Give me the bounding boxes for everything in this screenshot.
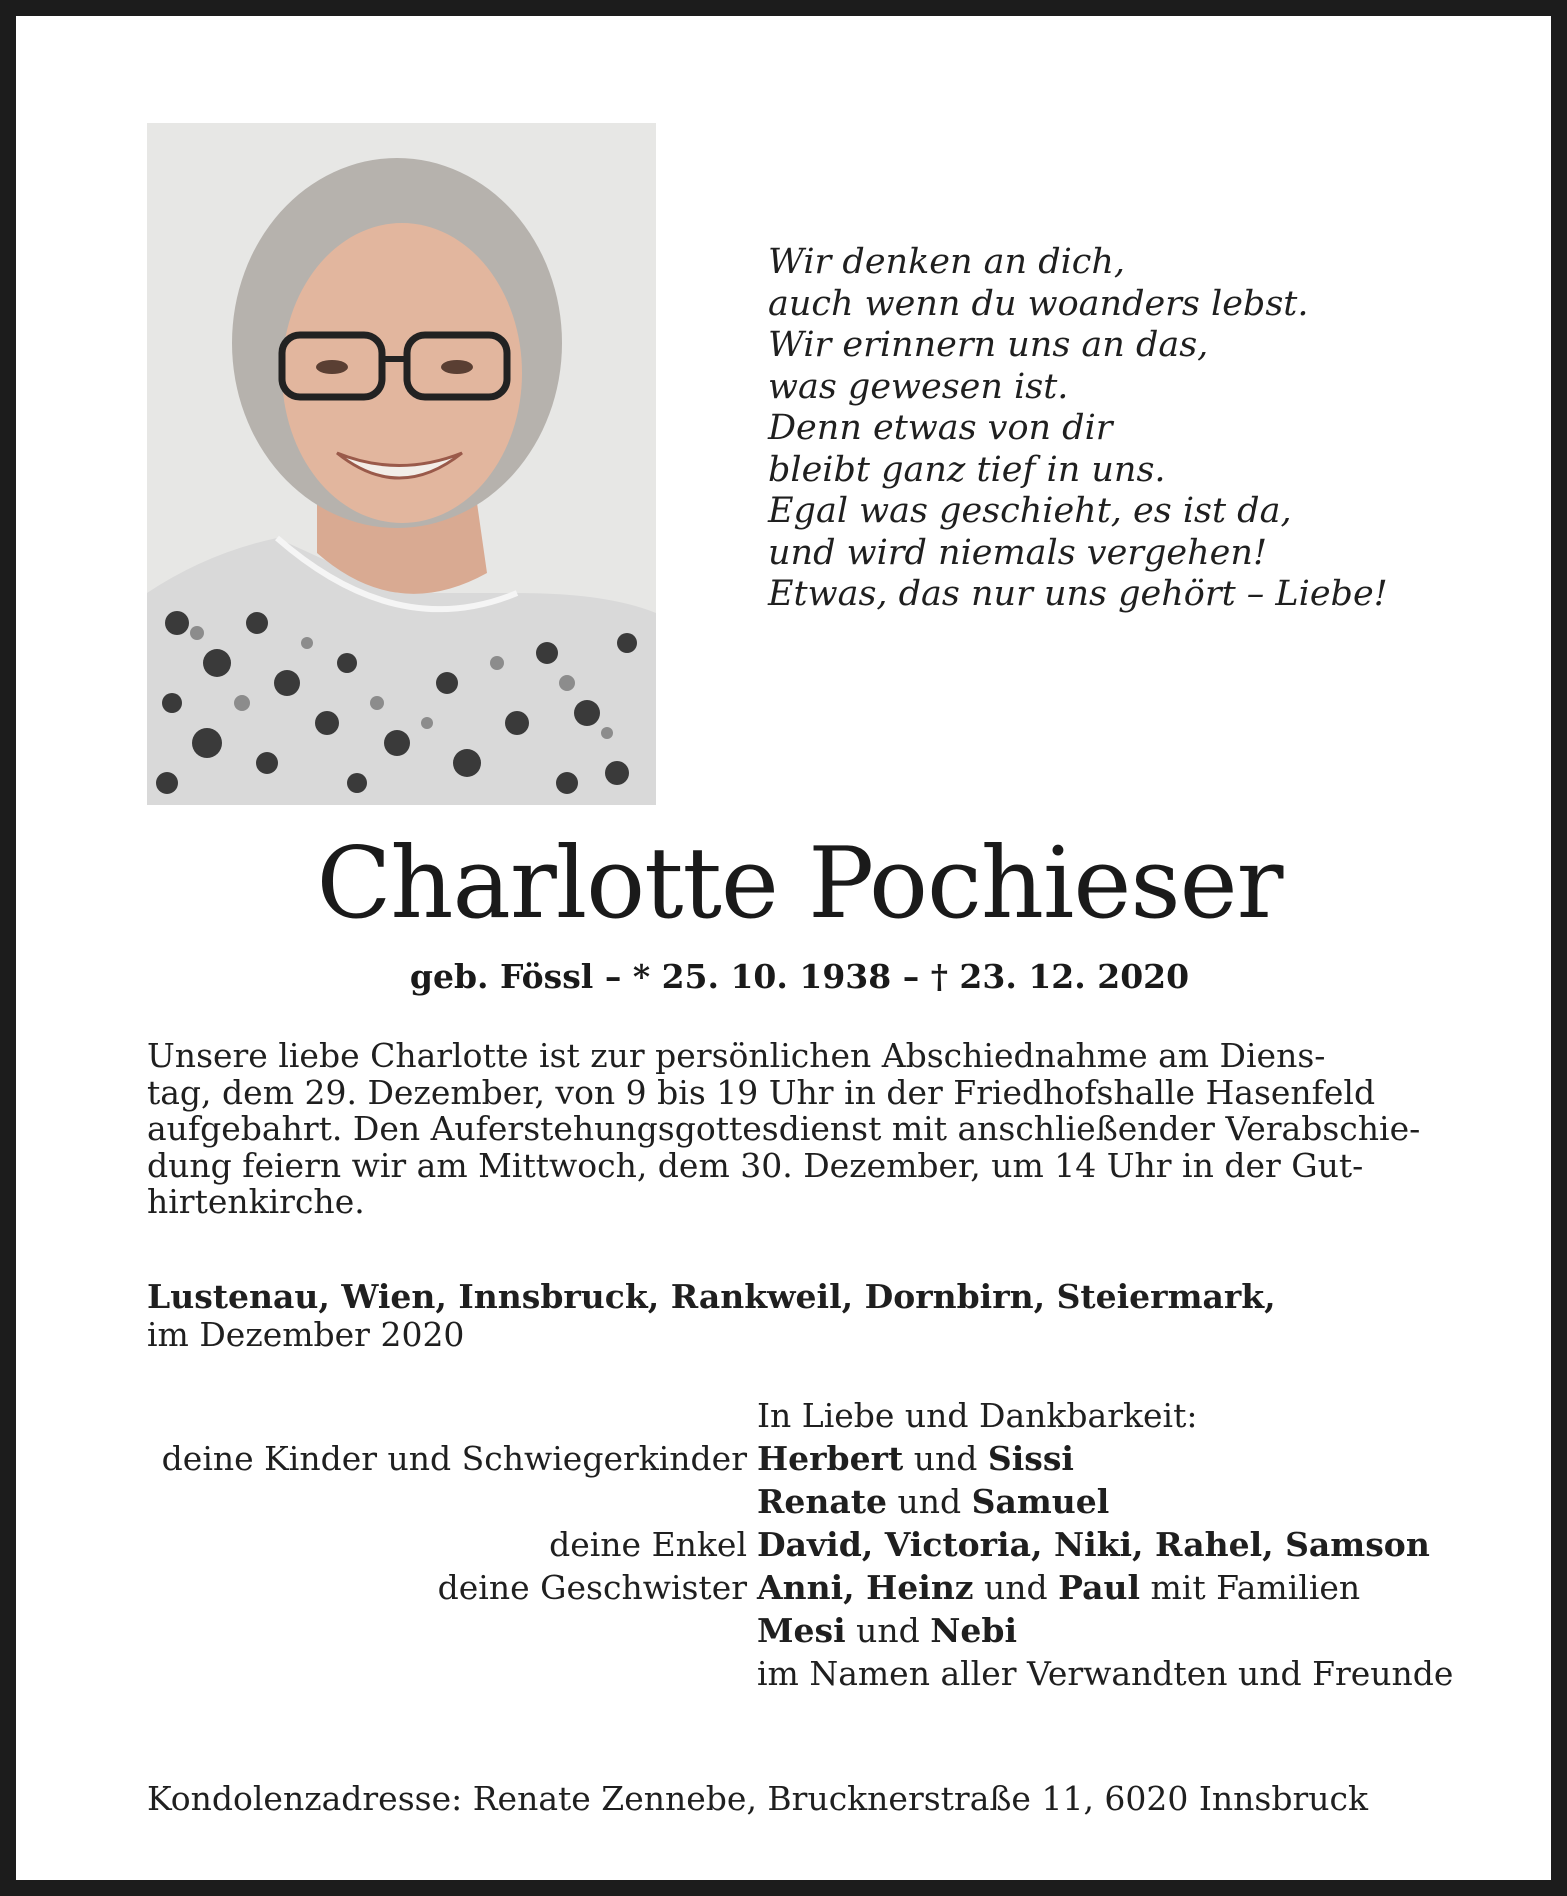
portrait-photo (147, 123, 656, 805)
children-label: deine Kinder und Schwiegerkinder (161, 1439, 747, 1478)
suffix: mit Familien (1140, 1568, 1361, 1607)
mourner-name: Anni, Heinz (757, 1568, 974, 1607)
mourner-name: Paul (1058, 1568, 1141, 1607)
mourners-closing-row (147, 1652, 1467, 1695)
mourners-children-row (147, 1437, 1467, 1480)
mourner-name: Renate (757, 1482, 888, 1521)
conjunction: und (903, 1439, 988, 1478)
poem-line: und wird niemals vergehen! (768, 532, 1268, 573)
mourner-name: Sissi (987, 1439, 1074, 1478)
poem-line: auch wenn du woanders lebst. (768, 283, 1309, 324)
poem-line: Etwas, das nur uns gehört – Liebe! (768, 574, 1388, 614)
siblings-label: deine Geschwister (437, 1568, 747, 1607)
grandchildren-label: deine Enkel (549, 1525, 747, 1564)
locations: Lustenau, Wien, Innsbruck, Rankweil, Dornbirn, Steiermark, (147, 1277, 1276, 1316)
grandchildren-names (757, 1523, 1467, 1566)
mourners-grandchildren-row (147, 1523, 1467, 1566)
mourner-label-empty (147, 1394, 757, 1437)
announcement-line: hirtenkirche. (147, 1182, 365, 1221)
life-dates: geb. Fössl – * 25. 10. 1938 – † 23. 12. 2020 (409, 957, 1190, 996)
deceased-name: Charlotte Pochieser (316, 827, 1283, 941)
mourner-label-empty (147, 1480, 757, 1523)
mourner-name: Herbert (757, 1439, 904, 1478)
mourner-name: Nebi (930, 1611, 1018, 1650)
conjunction: und (973, 1568, 1059, 1607)
poem-line: Egal was geschieht, es ist da, (768, 491, 1292, 531)
poem-line: Wir denken an dich, (768, 242, 1126, 282)
mourners-block (147, 1394, 1467, 1695)
mourners-siblings-row-2 (147, 1609, 1467, 1652)
mourner-name: Samuel (971, 1482, 1110, 1521)
announcement-text (147, 1038, 1452, 1221)
children-names-2 (757, 1480, 1467, 1523)
mourners-closing: im Namen aller Verwandten und Freunde (757, 1654, 1454, 1693)
mourners-intro: In Liebe und Dankbarkeit: (757, 1396, 1198, 1435)
announcement-line: dung feiern wir am Mittwoch, dem 30. Dezember, um 14 Uhr in der Gut- (147, 1145, 1364, 1185)
memorial-poem (768, 242, 1488, 616)
mourners-intro-row (147, 1394, 1467, 1437)
mourners-children-row-2 (147, 1480, 1467, 1523)
mourner-name: David, Victoria, Niki, Rahel, Samson (757, 1525, 1430, 1564)
siblings-names-2 (757, 1609, 1467, 1652)
mourners-siblings-row (147, 1566, 1467, 1609)
announcement-line: tag, dem 29. Dezember, von 9 bis 19 Uhr in der Friedhofshalle Hasenfeld (147, 1072, 1376, 1112)
poem-line: was gewesen ist. (768, 366, 1069, 407)
poem-line: Denn etwas von dir (768, 408, 1113, 448)
mourner-name: Mesi (757, 1611, 846, 1650)
mourner-label-empty (147, 1652, 757, 1695)
siblings-names (757, 1566, 1467, 1609)
places-block (147, 1278, 1467, 1354)
poem-line: bleibt ganz tief in uns. (768, 449, 1166, 490)
poem-line: Wir erinnern uns an das, (768, 325, 1209, 365)
conjunction: und (845, 1611, 931, 1650)
children-names (757, 1437, 1467, 1480)
announcement-line: aufgebahrt. Den Auferstehungsgottesdienst mit anschließender Verabschie- (147, 1109, 1421, 1148)
condolence-address: Kondolenzadresse: Renate Zennebe, Brucknerstraße 11, 6020 Innsbruck (147, 1779, 1368, 1818)
conjunction: und (887, 1482, 972, 1521)
mourner-label-empty (147, 1609, 757, 1652)
date-line: im Dezember 2020 (147, 1315, 465, 1354)
announcement-line: Unsere liebe Charlotte ist zur persönlichen Abschiednahme am Diens- (147, 1036, 1326, 1075)
